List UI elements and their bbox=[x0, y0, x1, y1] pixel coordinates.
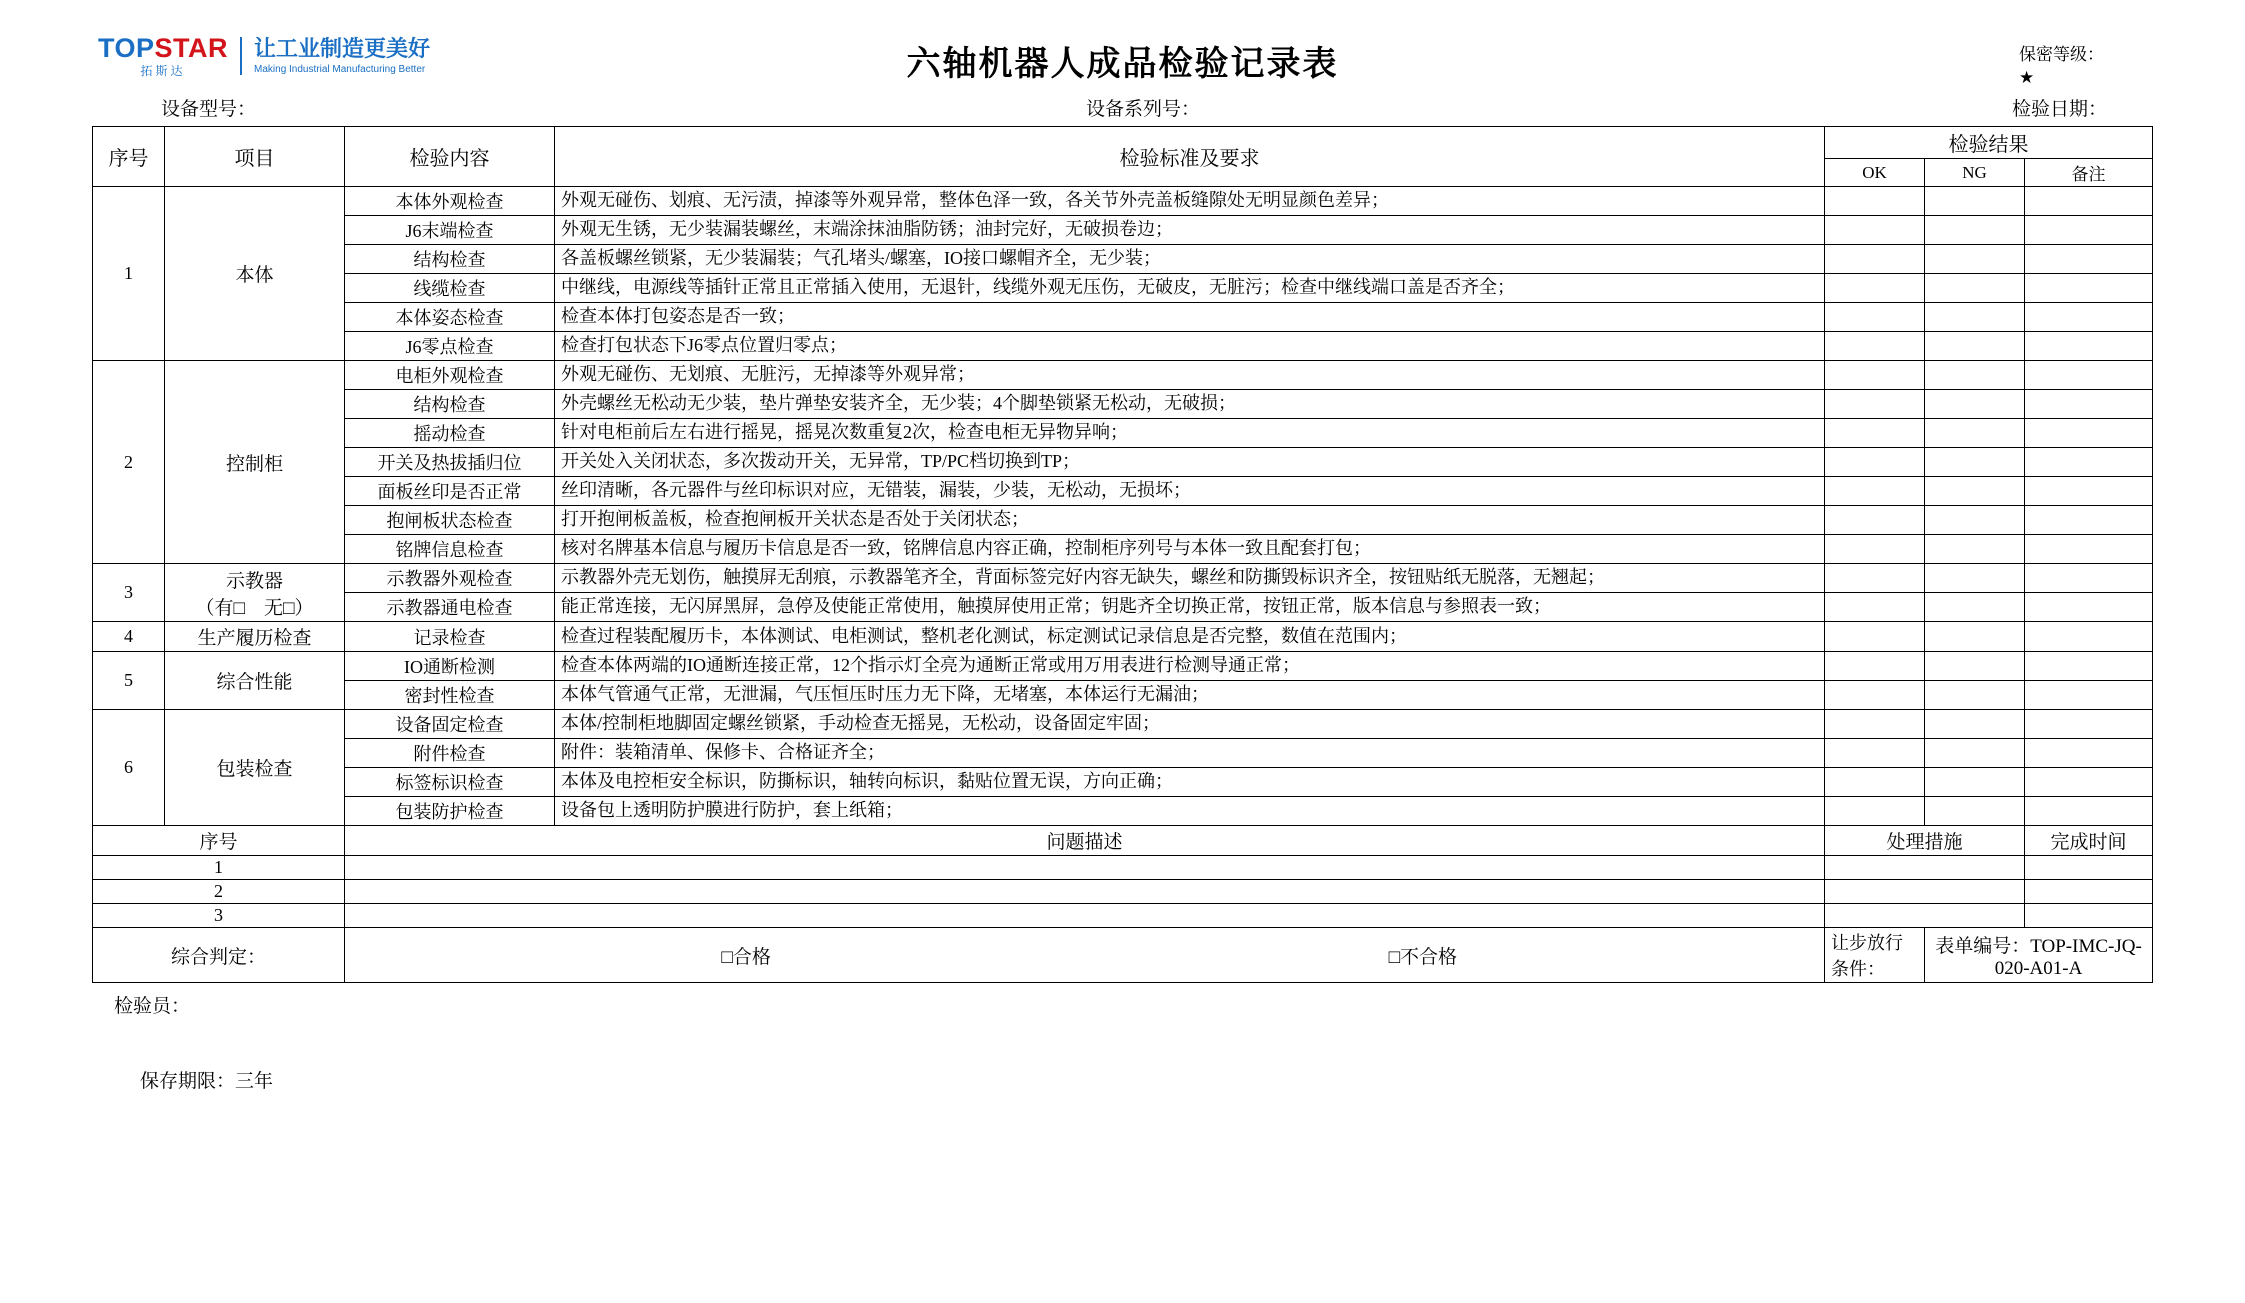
row-content: 示教器外观检查 bbox=[345, 564, 555, 593]
result-remark-cell[interactable] bbox=[2025, 535, 2153, 564]
confidentiality-value: ★ bbox=[2019, 67, 2035, 87]
table-row bbox=[93, 710, 2153, 739]
table-row bbox=[93, 652, 2153, 681]
result-remark-cell[interactable] bbox=[2025, 245, 2153, 274]
row-standard: 检查本体两端的IO通断连接正常，12个指示灯全亮为通断正常或用万用表进行检测导通正常； bbox=[555, 652, 1825, 681]
result-ok-cell[interactable] bbox=[1825, 652, 1925, 681]
row-item: 本体 bbox=[165, 187, 345, 361]
issue-row-finish-time[interactable] bbox=[2025, 904, 2153, 928]
issue-row bbox=[93, 856, 2153, 880]
issue-header-row bbox=[93, 826, 2153, 856]
issue-header-description: 问题描述 bbox=[345, 826, 1825, 856]
issue-row-description[interactable] bbox=[345, 856, 1825, 880]
issue-row-finish-time[interactable] bbox=[2025, 880, 2153, 904]
issue-row-action[interactable] bbox=[1825, 904, 2025, 928]
table-row bbox=[93, 419, 2153, 448]
header-no: 序号 bbox=[93, 127, 165, 187]
row-standard: 外观无碰伤、无划痕、无脏污，无掉漆等外观异常； bbox=[555, 361, 1825, 390]
row-standard: 丝印清晰，各元器件与丝印标识对应，无错装，漏装，少装，无松动，无损坏； bbox=[555, 477, 1825, 506]
row-standard: 检查打包状态下J6零点位置归零点； bbox=[555, 332, 1825, 361]
issue-row-finish-time[interactable] bbox=[2025, 856, 2153, 880]
table-row bbox=[93, 797, 2153, 826]
result-ng-cell[interactable] bbox=[1925, 768, 2025, 797]
table-row bbox=[93, 768, 2153, 797]
result-remark-cell[interactable] bbox=[2025, 361, 2153, 390]
table-row bbox=[93, 681, 2153, 710]
row-content: J6零点检查 bbox=[345, 332, 555, 361]
row-standard: 外壳螺丝无松动无少装，垫片弹垫安装齐全，无少装；4个脚垫锁紧无松动，无破损； bbox=[555, 390, 1825, 419]
result-ok-cell[interactable] bbox=[1825, 274, 1925, 303]
row-item: 生产履历检查 bbox=[165, 622, 345, 652]
result-remark-cell[interactable] bbox=[2025, 448, 2153, 477]
row-standard: 检查本体打包姿态是否一致； bbox=[555, 303, 1825, 332]
row-content: 附件检查 bbox=[345, 739, 555, 768]
result-ng-cell[interactable] bbox=[1925, 622, 2025, 652]
row-content: 设备固定检查 bbox=[345, 710, 555, 739]
judgement-row bbox=[93, 928, 2153, 983]
row-content: 本体外观检查 bbox=[345, 187, 555, 216]
logo-wordmark: TOPSTAR bbox=[98, 33, 229, 63]
row-standard: 外观无生锈，无少装漏装螺丝，末端涂抹油脂防锈；油封完好，无破损卷边； bbox=[555, 216, 1825, 245]
result-remark-cell[interactable] bbox=[2025, 274, 2153, 303]
document-footer bbox=[92, 991, 2199, 1093]
row-content: 摇动检查 bbox=[345, 419, 555, 448]
row-no: 5 bbox=[93, 652, 165, 710]
row-content: 本体姿态检查 bbox=[345, 303, 555, 332]
issue-row-description[interactable] bbox=[345, 904, 1825, 928]
result-ok-cell[interactable] bbox=[1825, 448, 1925, 477]
row-standard: 附件：装箱清单、保修卡、合格证齐全； bbox=[555, 739, 1825, 768]
logo-chinese-name: 拓斯达 bbox=[140, 64, 186, 78]
issue-header-no: 序号 bbox=[93, 826, 345, 856]
row-content: 包装防护检查 bbox=[345, 797, 555, 826]
result-remark-cell[interactable] bbox=[2025, 564, 2153, 593]
table-row bbox=[93, 303, 2153, 332]
logo-slogan-en: Making Industrial Manufacturing Better bbox=[254, 64, 426, 76]
result-remark-cell[interactable] bbox=[2025, 681, 2153, 710]
row-content: 铭牌信息检查 bbox=[345, 535, 555, 564]
retention-period: 保存期限：三年 bbox=[140, 1071, 274, 1092]
table-row bbox=[93, 361, 2153, 390]
issue-row-no: 3 bbox=[93, 904, 345, 928]
result-ok-cell[interactable] bbox=[1825, 681, 1925, 710]
judgement-pass-checkbox[interactable]: □合格 bbox=[721, 946, 771, 968]
table-row bbox=[93, 564, 2153, 593]
table-header-row bbox=[93, 127, 2153, 159]
result-remark-cell[interactable] bbox=[2025, 593, 2153, 622]
header-fields bbox=[46, 94, 2199, 126]
table-row bbox=[93, 739, 2153, 768]
result-ng-cell[interactable] bbox=[1925, 216, 2025, 245]
result-ok-cell[interactable] bbox=[1825, 797, 1925, 826]
table-row bbox=[93, 187, 2153, 216]
row-content: 线缆检查 bbox=[345, 274, 555, 303]
row-content: 结构检查 bbox=[345, 245, 555, 274]
result-ng-cell[interactable] bbox=[1925, 535, 2025, 564]
issue-header-finish-time: 完成时间 bbox=[2025, 826, 2153, 856]
inspection-table bbox=[92, 126, 2153, 983]
row-standard: 各盖板螺丝锁紧，无少装漏装；气孔堵头/螺塞，IO接口螺帽齐全，无少装； bbox=[555, 245, 1825, 274]
row-no: 4 bbox=[93, 622, 165, 652]
row-content: 结构检查 bbox=[345, 390, 555, 419]
result-ng-cell[interactable] bbox=[1925, 593, 2025, 622]
result-ok-cell[interactable] bbox=[1825, 216, 1925, 245]
result-remark-cell[interactable] bbox=[2025, 739, 2153, 768]
result-ok-cell[interactable] bbox=[1825, 622, 1925, 652]
row-content: 密封性检查 bbox=[345, 681, 555, 710]
result-ng-cell[interactable] bbox=[1925, 361, 2025, 390]
result-ok-cell[interactable] bbox=[1825, 564, 1925, 593]
issue-row-action[interactable] bbox=[1825, 856, 2025, 880]
row-standard: 打开抱闸板盖板，检查抱闸板开关状态是否处于关闭状态； bbox=[555, 506, 1825, 535]
result-remark-cell[interactable] bbox=[2025, 768, 2153, 797]
result-ok-cell[interactable] bbox=[1825, 768, 1925, 797]
table-row bbox=[93, 506, 2153, 535]
row-standard: 本体气管通气正常，无泄漏，气压恒压时压力无下降，无堵塞，本体运行无漏油； bbox=[555, 681, 1825, 710]
result-remark-cell[interactable] bbox=[2025, 390, 2153, 419]
table-row bbox=[93, 448, 2153, 477]
header-item: 项目 bbox=[165, 127, 345, 187]
row-item: 综合性能 bbox=[165, 652, 345, 710]
confidentiality-label: 保密等级： bbox=[2019, 45, 2104, 64]
table-row bbox=[93, 332, 2153, 361]
table-row bbox=[93, 245, 2153, 274]
table-row bbox=[93, 390, 2153, 419]
row-item: 包装检查 bbox=[165, 710, 345, 826]
result-ng-cell[interactable] bbox=[1925, 739, 2025, 768]
result-ng-cell[interactable] bbox=[1925, 681, 2025, 710]
row-standard: 针对电柜前后左右进行摇晃，摇晃次数重复2次，检查电柜无异物异响； bbox=[555, 419, 1825, 448]
row-no: 1 bbox=[93, 187, 165, 361]
result-remark-cell[interactable] bbox=[2025, 506, 2153, 535]
issue-row-description[interactable] bbox=[345, 880, 1825, 904]
row-standard: 设备包上透明防护膜进行防护，套上纸箱； bbox=[555, 797, 1825, 826]
row-content: 电柜外观检查 bbox=[345, 361, 555, 390]
table-row bbox=[93, 477, 2153, 506]
row-no: 6 bbox=[93, 710, 165, 826]
issue-row-no: 1 bbox=[93, 856, 345, 880]
issue-row bbox=[93, 880, 2153, 904]
result-ng-cell[interactable] bbox=[1925, 245, 2025, 274]
row-content: IO通断检测 bbox=[345, 652, 555, 681]
table-row bbox=[93, 216, 2153, 245]
issue-row bbox=[93, 904, 2153, 928]
result-ok-cell[interactable] bbox=[1825, 506, 1925, 535]
result-ng-cell[interactable] bbox=[1925, 710, 2025, 739]
result-ok-cell[interactable] bbox=[1825, 710, 1925, 739]
result-remark-cell[interactable] bbox=[2025, 477, 2153, 506]
result-remark-cell[interactable] bbox=[2025, 332, 2153, 361]
header-standard: 检验标准及要求 bbox=[555, 127, 1825, 187]
result-remark-cell[interactable] bbox=[2025, 652, 2153, 681]
row-standard: 能正常连接，无闪屏黑屏，急停及使能正常使用，触摸屏使用正常；钥匙齐全切换正常，按钮正常，版本信息与参照表一致； bbox=[555, 593, 1825, 622]
issue-row-no: 2 bbox=[93, 880, 345, 904]
result-ng-cell[interactable] bbox=[1925, 303, 2025, 332]
logo-slogan-cn: 让工业制造更美好 bbox=[254, 35, 431, 61]
inspector-field: 检验员： bbox=[114, 996, 191, 1017]
row-item: 示教器 （有□ 无□） bbox=[165, 564, 345, 622]
judgement-label: 综合判定： bbox=[93, 928, 345, 983]
row-content: 记录检查 bbox=[345, 622, 555, 652]
result-ng-cell[interactable] bbox=[1925, 506, 2025, 535]
result-remark-cell[interactable] bbox=[2025, 622, 2153, 652]
row-content: 示教器通电检查 bbox=[345, 593, 555, 622]
row-standard: 核对名牌基本信息与履历卡信息是否一致，铭牌信息内容正确，控制柜序列号与本体一致且配套打包； bbox=[555, 535, 1825, 564]
table-row bbox=[93, 622, 2153, 652]
table-row bbox=[93, 535, 2153, 564]
row-standard: 示教器外壳无划伤，触摸屏无刮痕，示教器笔齐全，背面标签完好内容无缺失，螺丝和防撕毁标识齐全，按钮贴纸无脱落，无翘起； bbox=[555, 564, 1825, 593]
result-ng-cell[interactable] bbox=[1925, 448, 2025, 477]
result-remark-cell[interactable] bbox=[2025, 710, 2153, 739]
document-header bbox=[46, 18, 2199, 94]
field-model: 设备型号： bbox=[161, 99, 257, 120]
row-content: J6末端检查 bbox=[345, 216, 555, 245]
result-ng-cell[interactable] bbox=[1925, 564, 2025, 593]
result-ng-cell[interactable] bbox=[1925, 652, 2025, 681]
row-standard: 本体及电控柜安全标识，防撕标识，轴转向标识，黏贴位置无误，方向正确； bbox=[555, 768, 1825, 797]
issue-row-action[interactable] bbox=[1825, 880, 2025, 904]
header-remark: 备注 bbox=[2025, 159, 2153, 187]
result-remark-cell[interactable] bbox=[2025, 419, 2153, 448]
result-ok-cell[interactable] bbox=[1825, 332, 1925, 361]
result-ok-cell[interactable] bbox=[1825, 187, 1925, 216]
result-ok-cell[interactable] bbox=[1825, 303, 1925, 332]
confidentiality-level bbox=[2019, 44, 2104, 90]
result-remark-cell[interactable] bbox=[2025, 797, 2153, 826]
row-standard: 检查过程装配履历卡，本体测试、电柜测试，整机老化测试，标定测试记录信息是否完整，数值在范围内； bbox=[555, 622, 1825, 652]
row-content: 抱闸板状态检查 bbox=[345, 506, 555, 535]
row-no: 2 bbox=[93, 361, 165, 564]
result-ok-cell[interactable] bbox=[1825, 535, 1925, 564]
row-standard: 中继线，电源线等插针正常且正常插入使用，无退针，线缆外观无压伤，无破皮，无脏污；检查中继线端口盖是否齐全； bbox=[555, 274, 1825, 303]
result-ng-cell[interactable] bbox=[1925, 797, 2025, 826]
row-standard: 本体/控制柜地脚固定螺丝锁紧，手动检查无摇晃，无松动，设备固定牢固； bbox=[555, 710, 1825, 739]
result-ok-cell[interactable] bbox=[1825, 361, 1925, 390]
row-item: 控制柜 bbox=[165, 361, 345, 564]
header-ng: NG bbox=[1925, 159, 2025, 187]
table-row bbox=[93, 593, 2153, 622]
header-result: 检验结果 bbox=[1825, 127, 2153, 159]
result-ok-cell[interactable] bbox=[1825, 477, 1925, 506]
field-serial: 设备系列号： bbox=[1086, 99, 1201, 120]
header-content: 检验内容 bbox=[345, 127, 555, 187]
issue-header-action: 处理措施 bbox=[1825, 826, 2025, 856]
result-remark-cell[interactable] bbox=[2025, 303, 2153, 332]
result-ok-cell[interactable] bbox=[1825, 419, 1925, 448]
result-remark-cell[interactable] bbox=[2025, 216, 2153, 245]
result-ok-cell[interactable] bbox=[1825, 245, 1925, 274]
result-remark-cell[interactable] bbox=[2025, 187, 2153, 216]
result-ng-cell[interactable] bbox=[1925, 332, 2025, 361]
result-ng-cell[interactable] bbox=[1925, 419, 2025, 448]
result-ng-cell[interactable] bbox=[1925, 390, 2025, 419]
row-standard: 开关处入关闭状态，多次拨动开关，无异常，TP/PC档切换到TP； bbox=[555, 448, 1825, 477]
row-content: 标签标识检查 bbox=[345, 768, 555, 797]
result-ng-cell[interactable] bbox=[1925, 274, 2025, 303]
row-no: 3 bbox=[93, 564, 165, 622]
row-content: 开关及热拔插归位 bbox=[345, 448, 555, 477]
field-date: 检验日期： bbox=[2011, 99, 2107, 120]
result-ok-cell[interactable] bbox=[1825, 739, 1925, 768]
result-ng-cell[interactable] bbox=[1925, 477, 2025, 506]
result-ok-cell[interactable] bbox=[1825, 593, 1925, 622]
form-number: 表单编号：TOP-IMC-JQ-020-A01-A bbox=[1925, 928, 2153, 983]
result-ng-cell[interactable] bbox=[1925, 187, 2025, 216]
judgement-options[interactable] bbox=[345, 928, 1825, 983]
row-standard: 外观无碰伤、划痕、无污渍，掉漆等外观异常，整体色泽一致，各关节外壳盖板缝隙处无明显颜色差异； bbox=[555, 187, 1825, 216]
judgement-fail-checkbox[interactable]: □不合格 bbox=[1388, 946, 1458, 968]
table-row bbox=[93, 274, 2153, 303]
release-condition[interactable]: 让步放行条件： bbox=[1825, 928, 1925, 983]
header-ok: OK bbox=[1825, 159, 1925, 187]
page-title: 六轴机器人成品检验记录表 bbox=[906, 46, 1339, 83]
result-ok-cell[interactable] bbox=[1825, 390, 1925, 419]
row-content: 面板丝印是否正常 bbox=[345, 477, 555, 506]
